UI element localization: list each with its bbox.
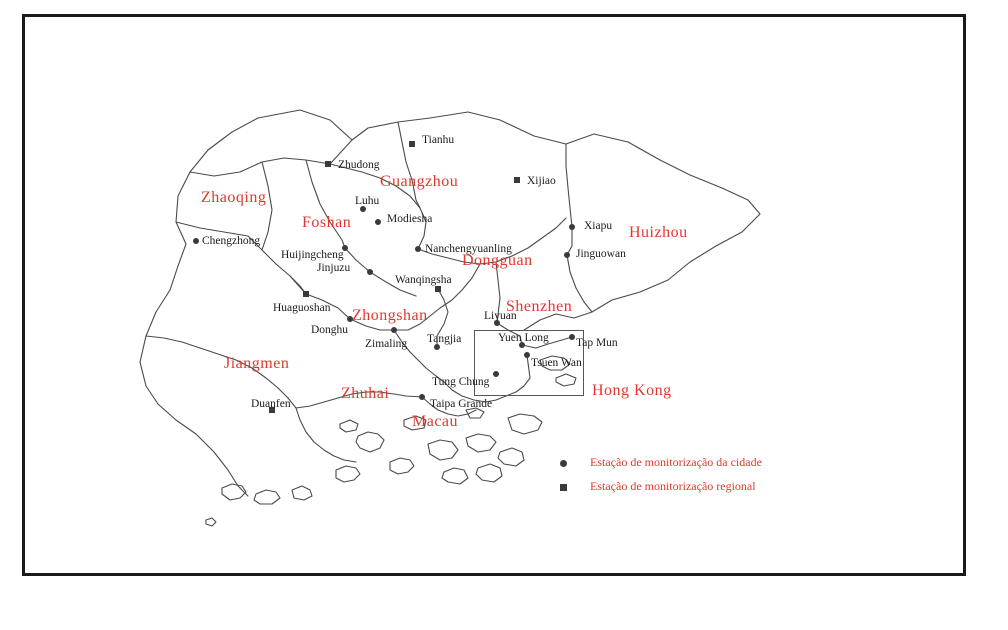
city-station-icon [560,460,567,467]
station-label: Liyuan [484,310,517,322]
station-label: Jinguowan [576,248,626,260]
map-legend [552,452,822,500]
city-station-marker[interactable] [415,246,421,252]
city-station-marker[interactable] [419,394,425,400]
regional-station-icon [560,484,567,491]
region-label-hong-kong: Hong Kong [592,382,672,399]
station-label: Tangjia [427,333,462,345]
region-label-guangzhou: Guangzhou [380,173,459,190]
city-station-marker[interactable] [564,252,570,258]
legend-label-regional: Estação de monitorização regional [590,479,756,493]
region-label-huizhou: Huizhou [629,224,688,241]
region-label-macau: Macau [412,413,459,430]
city-station-marker[interactable] [367,269,373,275]
city-station-marker[interactable] [493,371,499,377]
station-label: Xiapu [584,220,613,232]
station-label: Tung Chung [432,376,490,388]
map-frame [22,14,966,576]
region-label-shenzhen: Shenzhen [506,298,573,315]
station-label: Tsuen Wan [531,357,582,369]
region-label-zhaoqing: Zhaoqing [201,189,267,206]
station-label: Jinjuzu [317,262,351,274]
regional-station-marker[interactable] [303,291,309,297]
station-label: Taipa Grande [430,398,493,410]
station-label: Xijiao [527,175,556,187]
regional-station-marker[interactable] [409,141,415,147]
station-label: Zhudong [338,159,380,171]
station-label: Chengzhong [202,235,261,247]
legend-row-city [552,452,822,476]
regional-station-marker[interactable] [325,161,331,167]
station-label: Yuen Long [498,332,549,344]
region-label-jiangmen: Jiangmen [224,355,290,372]
legend-label-city: Estação de monitorização da cidade [590,455,762,469]
region-label-zhuhai: Zhuhai [341,385,390,402]
station-label: Nanchengyuanling [425,243,512,255]
city-station-marker[interactable] [193,238,199,244]
station-label: Duanfen [251,398,291,410]
station-label: Huijingcheng [281,249,344,261]
station-label: Modiesha [387,213,433,225]
region-label-dongguan: Dongguan [462,252,533,269]
city-station-marker[interactable] [569,334,575,340]
city-station-marker[interactable] [375,219,381,225]
city-station-marker[interactable] [569,224,575,230]
city-station-marker[interactable] [524,352,530,358]
station-label: Donghu [311,324,349,336]
region-label-zhongshan: Zhongshan [352,307,428,324]
station-label: Zimaling [365,338,408,350]
station-label: Huaguoshan [273,302,331,314]
legend-row-regional [552,476,822,500]
regional-station-marker[interactable] [435,286,441,292]
station-label: Tianhu [422,134,455,146]
regional-station-marker[interactable] [514,177,520,183]
city-station-marker[interactable] [391,327,397,333]
station-label: Luhu [355,195,380,207]
region-label-foshan: Foshan [302,214,352,231]
station-label: Wanqingsha [395,274,452,286]
station-label: Tap Mun [576,337,618,349]
